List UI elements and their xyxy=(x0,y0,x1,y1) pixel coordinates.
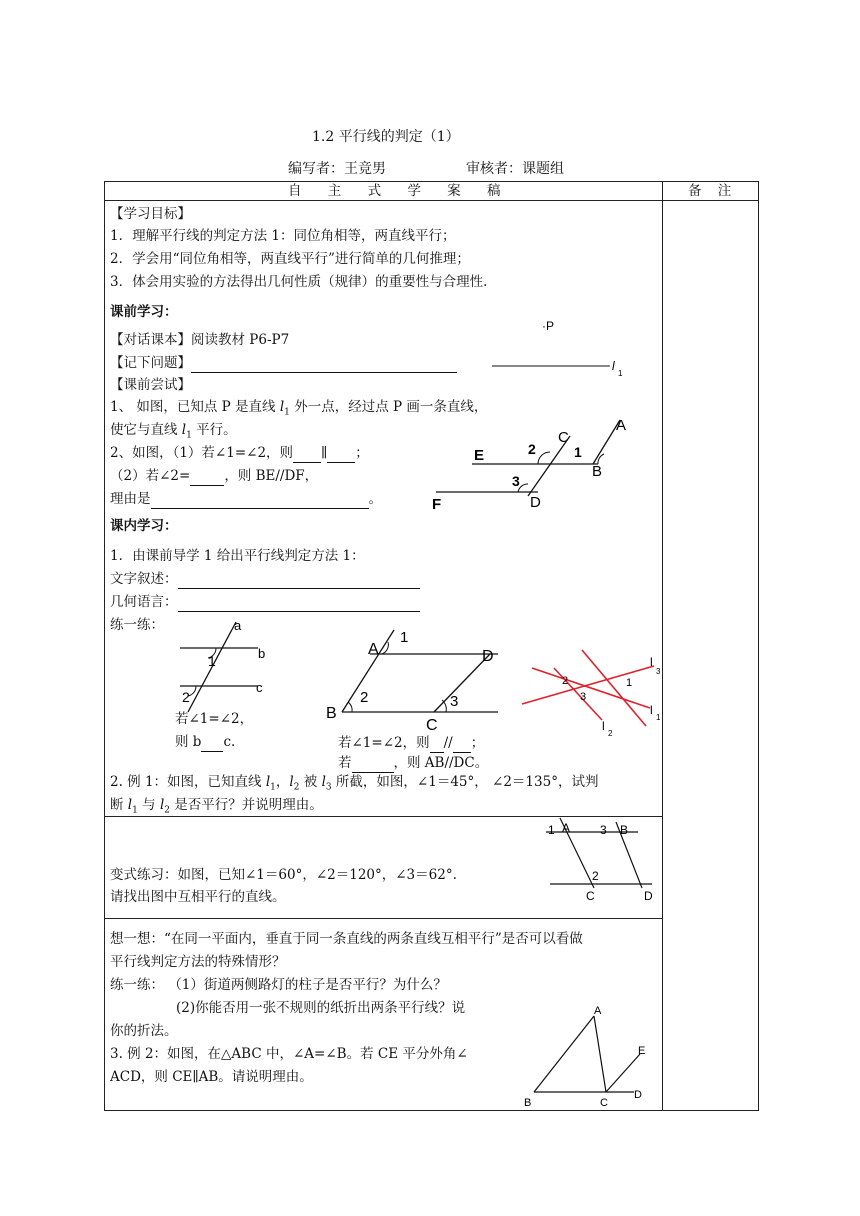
note-questions-label: 【记下问题】 xyxy=(110,355,191,371)
example-2-line2: ACD，则 CE∥AB。请说明理由。 xyxy=(110,1069,313,1085)
q2-blank-1[interactable] xyxy=(293,449,321,463)
fig-tri-label-c: C xyxy=(600,1097,608,1108)
practice-2-line2: (2)你能否用一张不规则的纸折出两条平行线？说 xyxy=(176,1000,466,1016)
fig-p-line-label: l xyxy=(612,359,615,373)
fig-abc-label-c: c xyxy=(256,680,263,695)
fig-red-sub-1: 1 xyxy=(656,713,661,722)
ex-a-blank[interactable] xyxy=(201,738,223,752)
fig-abcd-angle-3: 3 xyxy=(450,693,459,710)
fig-trap-label-a: A xyxy=(562,821,571,835)
fig-abc-label-a: a xyxy=(234,618,242,633)
figure-trapezoid xyxy=(540,816,662,908)
fig-ebd-label-b: B xyxy=(592,463,603,480)
fig-tri-line-ce xyxy=(606,1054,640,1092)
figure-point-line xyxy=(480,316,630,380)
fig-ebd-label-d: D xyxy=(530,494,541,511)
ex1-sub-1: 1 xyxy=(270,782,276,793)
practice-label: 练一练： xyxy=(110,617,164,633)
figure-ebfd xyxy=(430,412,640,516)
q1-line-sub-2: 1 xyxy=(186,430,192,441)
text-language-label: 文字叙述： xyxy=(110,571,178,587)
q2-text-c: ； xyxy=(355,445,369,461)
reviewer-label: 审核者：课题组 xyxy=(466,161,564,177)
think-line1: 想一想：“在同一平面内，垂直于同一条直线的两条直线互相平行”是否可以看做 xyxy=(110,931,583,947)
fig-tri-label-b: B xyxy=(524,1097,532,1108)
ex-b-blank-1[interactable] xyxy=(430,739,444,753)
figure-abc xyxy=(172,616,272,716)
in-class-heading: 课内学习： xyxy=(110,518,178,534)
ex1-text-b: 所截，如图，∠1＝45°， ∠2＝135°，试判 xyxy=(331,774,599,790)
page-title: 1.2 平行线的判定（1） xyxy=(312,129,460,145)
q2-parallel-sign: ∥ xyxy=(321,445,328,461)
q2-blank-2[interactable] xyxy=(327,449,355,463)
fig-tri-label-a: A xyxy=(594,1005,602,1017)
fig-ebd-angle-3: 3 xyxy=(512,473,520,489)
note-questions xyxy=(110,354,457,373)
ex1-sub-2: 2 xyxy=(293,782,300,793)
fig-abcd-label-a: A xyxy=(368,641,379,658)
fig-abcd-angle-1: 1 xyxy=(400,629,409,646)
ex1-sub-5: 2 xyxy=(164,805,171,816)
ex1-l-2: l xyxy=(289,774,294,790)
goals-heading: 【学习目标】 xyxy=(110,206,191,222)
fig-red-sub-3: 3 xyxy=(656,667,661,676)
fig-tri-label-e: E xyxy=(638,1045,646,1057)
notes-column-divider xyxy=(662,181,663,1111)
fig-ebd-label-e: E xyxy=(474,447,485,464)
fig-red-sub-2: 2 xyxy=(608,729,613,738)
text-language-row xyxy=(110,570,420,589)
ex-a-text-a: 则 b xyxy=(175,734,202,750)
ex-a-text-b: c. xyxy=(223,734,236,750)
column-header-main: 自 主 式 学 案 稿 xyxy=(288,183,501,199)
ex1-text-c: 断 xyxy=(110,797,128,813)
author-label: 编写者：王竞男 xyxy=(288,161,386,177)
dialog-textbook: 【对话课本】阅读教材 P6-P7 xyxy=(110,332,290,348)
question-1-line2 xyxy=(110,421,237,446)
ex1-comma: ， xyxy=(275,774,290,790)
q1-text-d: 平行。 xyxy=(191,422,237,438)
ex1-sub-3: 3 xyxy=(325,782,332,793)
fig-abc-label-b: b xyxy=(258,646,266,661)
example-2-line1: 3. 例 2：如图，在△ABC 中，∠A=∠B。若 CE 平分外角∠ xyxy=(110,1046,468,1062)
geo-language-blank[interactable] xyxy=(178,598,420,612)
ex1-text-d: 与 xyxy=(137,797,160,813)
q2-blank-3[interactable] xyxy=(190,472,224,486)
fig-tri-line-ac xyxy=(594,1016,606,1092)
note-questions-blank[interactable] xyxy=(191,359,457,373)
question-2-line2 xyxy=(110,467,318,486)
fig-ebd-arc-2 xyxy=(538,452,550,464)
fig-ebd-label-f: F xyxy=(432,496,442,513)
fig-ebd-angle-1: 1 xyxy=(574,444,582,460)
example-1-line2 xyxy=(110,796,323,821)
fig-abcd-label-d: D xyxy=(482,648,494,665)
variation-line1: 变式练习：如图，已知∠1＝60°，∠2＝120°，∠3＝62°. xyxy=(110,867,457,883)
q1-line-symbol-2: l xyxy=(181,422,187,438)
fig-abcd-label-b: B xyxy=(326,705,337,722)
figure-triangle xyxy=(520,1000,660,1108)
goal-item-2: 2．学会用“同位角相等，两直线平行”进行简单的几何推理； xyxy=(110,251,470,267)
ex-b-blank-2[interactable] xyxy=(453,739,471,753)
think-line2: 平行线判定方法的特殊情形？ xyxy=(110,954,286,970)
column-header-notes: 备 注 xyxy=(688,183,732,199)
ex1-l-4: l xyxy=(127,797,133,813)
fig-trap-label-c: C xyxy=(586,889,595,903)
exercise-a-line2 xyxy=(175,733,235,752)
q2-text-a: 2、如图，（1）若∠1=∠2，则 xyxy=(110,445,294,461)
fig-trap-angle-3: 3 xyxy=(600,823,607,837)
geo-language-label: 几何语言： xyxy=(110,594,178,610)
q1-line-sub: 1 xyxy=(284,407,290,418)
figure-red-lines xyxy=(518,648,666,744)
q2-text-f: 理由是 xyxy=(110,491,151,507)
geo-language-row xyxy=(110,593,420,612)
fig-ebd-label-c: C xyxy=(558,429,569,446)
ex1-text-a: 2. 例 1：如图，已知直线 xyxy=(110,774,266,790)
ex1-text-e: 是否平行？并说明理由。 xyxy=(170,797,323,813)
method-1-intro: 1．由课前导学 1 给出平行线判定方法 1： xyxy=(110,548,365,564)
fig-red-line-l1 xyxy=(532,668,650,708)
exercise-a-line1: 若∠1=∠2， xyxy=(175,711,254,727)
ex-b-text-a: 若∠1=∠2，则 xyxy=(338,735,430,751)
q2-reason-blank[interactable] xyxy=(151,495,369,509)
q2-text-e: ，则 BE//DF， xyxy=(224,468,319,484)
fig-tri-line-ab xyxy=(534,1016,594,1092)
text-language-blank[interactable] xyxy=(178,575,420,589)
fig-p-point-label: ·P xyxy=(542,319,554,333)
fig-trap-label-d: D xyxy=(644,889,653,903)
q2-text-g: 。 xyxy=(368,491,382,507)
fig-p-line-sub: 1 xyxy=(618,369,623,378)
pre-class-heading: 课前学习： xyxy=(110,304,178,320)
goal-item-1: 1．理解平行线的判定方法 1：同位角相等，两直线平行； xyxy=(110,228,456,244)
fig-ebd-label-a: A xyxy=(616,417,627,434)
try-heading: 【课前尝试】 xyxy=(110,377,191,393)
practice-2-line1: 练一练： （1）街道两侧路灯的柱子是否平行？为什么？ xyxy=(110,977,447,993)
fig-abcd-arc-3 xyxy=(442,700,446,712)
fig-trap-angle-1: 1 xyxy=(548,823,555,837)
q1-line-symbol: l xyxy=(279,399,285,415)
q1-text-b: 外一点，经过点 P 画一条直线， xyxy=(289,399,488,415)
fig-abcd-angle-2: 2 xyxy=(360,689,369,706)
practice-2-line3: 你的折法。 xyxy=(110,1023,178,1039)
q1-text-a: 1、 如图，已知点 P 是直线 xyxy=(110,399,280,415)
figure-abcd xyxy=(322,620,512,736)
q1-text-c: 使它与直线 xyxy=(110,422,182,438)
fig-abc-angle-2: 2 xyxy=(182,689,190,705)
fig-red-label-l1: l xyxy=(650,703,653,717)
fig-trap-label-b: B xyxy=(620,823,629,837)
ex1-l-5: l xyxy=(159,797,165,813)
fig-red-angle-1: 1 xyxy=(626,677,633,689)
ex-b-blank-3[interactable] xyxy=(352,759,394,773)
fig-red-label-l3: l xyxy=(650,655,653,669)
fig-tri-label-d: D xyxy=(634,1089,642,1101)
fig-abcd-arc-2 xyxy=(348,702,352,712)
fig-trap-angle-2: 2 xyxy=(592,869,599,883)
ex-b-text-d: 若 xyxy=(338,755,352,771)
section-divider-2 xyxy=(104,918,662,919)
ex1-l-3: l xyxy=(321,774,326,790)
ex-b-text-e: ，则 AB//DC。 xyxy=(393,755,489,771)
ex1-sub-4: 1 xyxy=(132,805,138,816)
ex-b-text-c: ； xyxy=(470,735,485,751)
ex1-l-1: l xyxy=(265,774,271,790)
variation-line2: 请找出图中互相平行的直线。 xyxy=(110,889,286,905)
exercise-b-line2 xyxy=(338,754,488,773)
fig-red-angle-2: 2 xyxy=(562,675,569,687)
fig-abcd-label-c: C xyxy=(426,717,438,734)
ex1-by: 被 xyxy=(299,774,322,790)
question-2-line3 xyxy=(110,490,382,509)
goal-item-3: 3．体会用实验的方法得出几何性质（规律）的重要性与合理性. xyxy=(110,274,488,290)
ex-b-text-b: // xyxy=(443,735,453,751)
fig-red-angle-3: 3 xyxy=(580,691,587,703)
exercise-b-line1 xyxy=(338,734,484,753)
question-2-line1 xyxy=(110,444,369,463)
fig-red-label-l2: l xyxy=(602,719,605,733)
fig-abc-angle-1: 1 xyxy=(208,653,216,669)
example-1-line1 xyxy=(110,773,598,798)
fig-ebd-angle-2: 2 xyxy=(528,441,536,457)
q2-text-d: （2）若∠2= xyxy=(110,468,191,484)
